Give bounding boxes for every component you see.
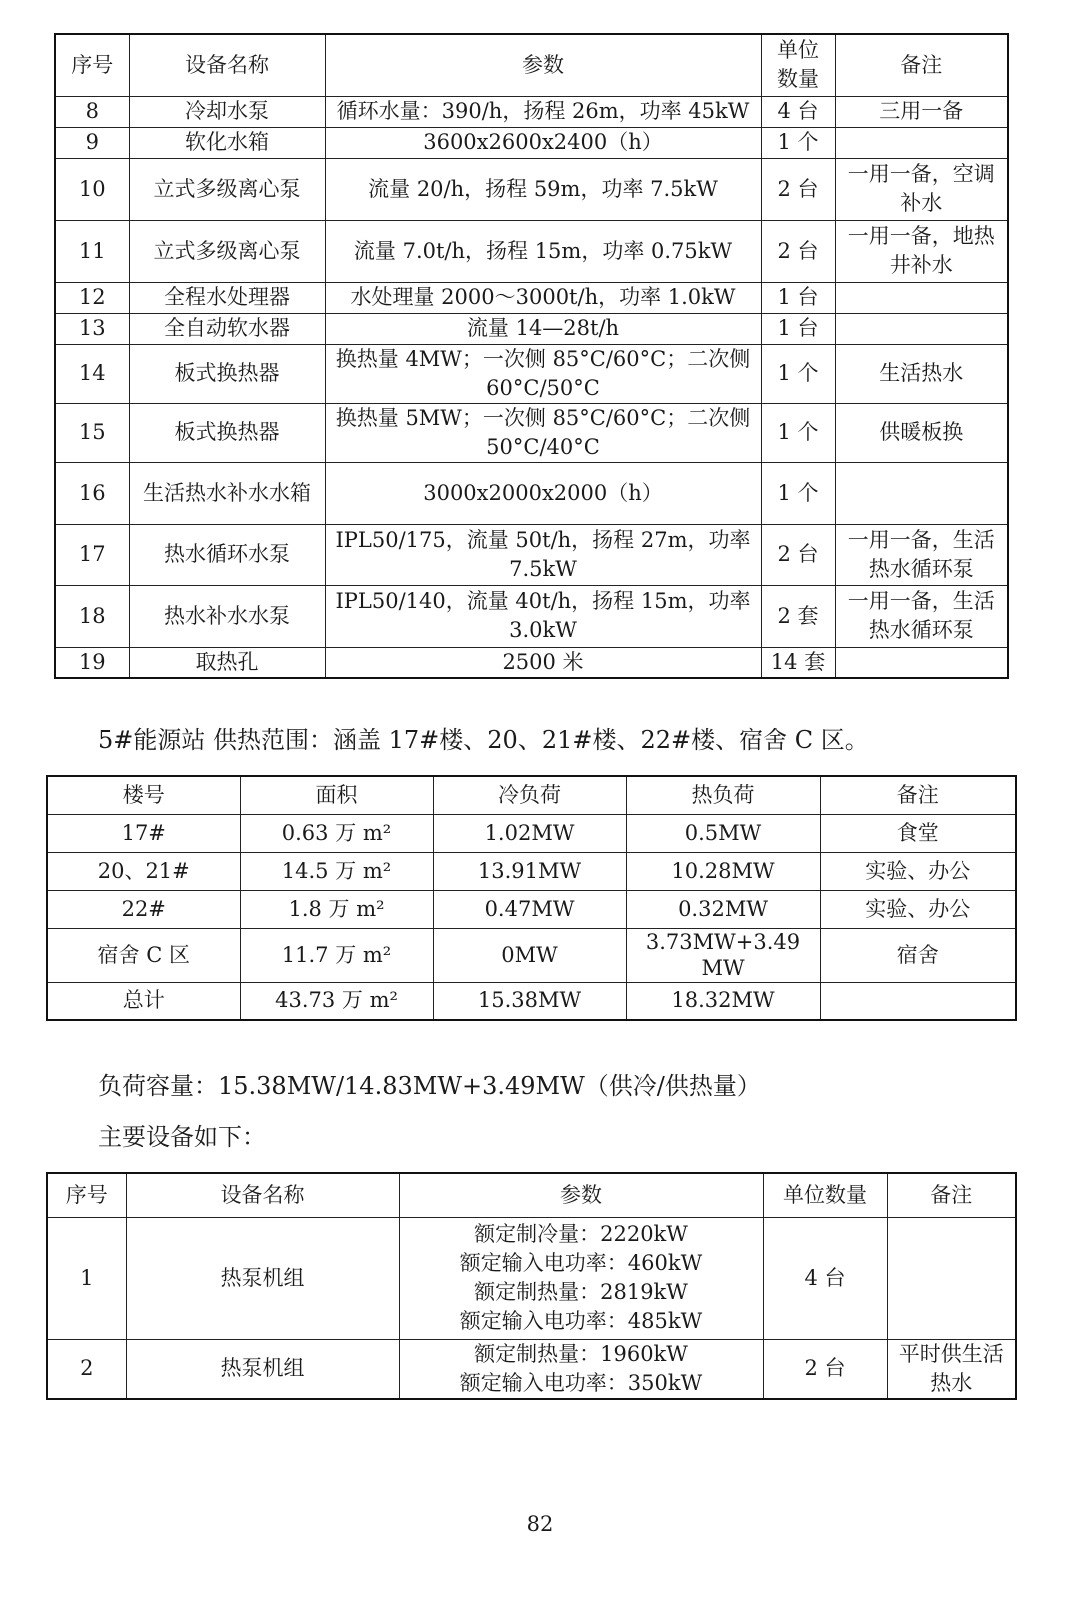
header-cell: 序号 — [47, 1173, 126, 1217]
cell-param: 水处理量 2000～3000t/h，功率 1.0kW — [325, 282, 761, 313]
table-row — [55, 585, 1008, 647]
table-row — [47, 1217, 1016, 1339]
cell-note: 一用一备，生活热水循环泵 — [835, 524, 1008, 585]
cell-no: 12 — [55, 282, 129, 313]
header-cell: 面积 — [240, 776, 433, 814]
cell-note: 实验、办公 — [820, 852, 1016, 890]
table-row — [55, 220, 1008, 282]
cell-no: 19 — [55, 647, 129, 678]
header-cell: 热负荷 — [626, 776, 820, 814]
cell-note: 供暖板换 — [835, 403, 1008, 462]
cell-note: 食堂 — [820, 814, 1016, 852]
header-cell: 参数 — [399, 1173, 763, 1217]
cell-no: 13 — [55, 313, 129, 344]
cell-params — [399, 1339, 763, 1399]
cell-heat-load: 10.28MW — [626, 852, 820, 890]
cell-note: 生活热水 — [835, 344, 1008, 403]
cell-qty: 1 个 — [761, 127, 835, 158]
param-line: 额定制冷量：2220kW — [474, 1222, 688, 1246]
cell-note: 平时供生活热水 — [887, 1339, 1016, 1399]
cell-note: 一用一备，空调补水 — [835, 158, 1008, 220]
cell-qty: 1 台 — [761, 313, 835, 344]
cell-no: 8 — [55, 96, 129, 127]
table-row — [55, 462, 1008, 524]
cell-building: 17# — [47, 814, 240, 852]
cell-area: 43.73 万 m² — [240, 982, 433, 1020]
cell-building: 总计 — [47, 982, 240, 1020]
cell-name: 板式换热器 — [129, 344, 325, 403]
cell-no: 18 — [55, 585, 129, 647]
table-header-row — [55, 34, 1008, 96]
table-row — [47, 1339, 1016, 1399]
cell-no: 2 — [47, 1339, 126, 1399]
cell-heat-load: 0.5MW — [626, 814, 820, 852]
cell-name: 热泵机组 — [126, 1339, 399, 1399]
param-line: 额定制热量：1960kW — [474, 1341, 688, 1366]
cell-area: 14.5 万 m² — [240, 852, 433, 890]
cell-no: 15 — [55, 403, 129, 462]
cell-note — [835, 282, 1008, 313]
cell-param: 流量 14—28t/h — [325, 313, 761, 344]
page-number: 82 — [526, 1512, 554, 1536]
cell-name: 软化水箱 — [129, 127, 325, 158]
cell-note: 一用一备，地热井补水 — [835, 220, 1008, 282]
cell-qty: 2 台 — [761, 524, 835, 585]
cell-qty: 4 台 — [763, 1217, 887, 1339]
table-row — [55, 313, 1008, 344]
cell-param: 3600x2600x2400（h） — [325, 127, 761, 158]
cell-note: 三用一备 — [835, 96, 1008, 127]
heating-scope-paragraph: 5#能源站 供热范围：涵盖 17#楼、20、21#楼、22#楼、宿舍 C 区。 — [98, 726, 869, 754]
cell-no: 9 — [55, 127, 129, 158]
cell-no: 14 — [55, 344, 129, 403]
param-line: 额定输入电功率：485kW — [459, 1309, 703, 1333]
cell-name: 全程水处理器 — [129, 282, 325, 313]
cell-no: 17 — [55, 524, 129, 585]
table-row — [55, 96, 1008, 127]
cell-param: 流量 20/h，扬程 59m，功率 7.5kW — [325, 158, 761, 220]
table-row — [55, 127, 1008, 158]
table-header-row — [47, 1173, 1016, 1217]
table-row — [47, 814, 1016, 852]
table-row — [55, 282, 1008, 313]
cell-building: 20、21# — [47, 852, 240, 890]
main-equipment-table — [46, 1172, 1017, 1400]
cell-param: 换热量 5MW；一次侧 85°C/60°C；二次侧 50°C/40°C — [325, 403, 761, 462]
cell-note: 实验、办公 — [820, 890, 1016, 928]
table-header-row — [47, 776, 1016, 814]
cell-no: 11 — [55, 220, 129, 282]
header-cell: 单位数量 — [763, 1173, 887, 1217]
cell-area: 1.8 万 m² — [240, 890, 433, 928]
cell-name: 热水补水水泵 — [129, 585, 325, 647]
header-cell: 冷负荷 — [433, 776, 626, 814]
cell-name: 生活热水补水水箱 — [129, 462, 325, 524]
header-cell: 设备名称 — [126, 1173, 399, 1217]
table-row — [47, 852, 1016, 890]
cell-name: 热水循环水泵 — [129, 524, 325, 585]
table-row — [47, 890, 1016, 928]
cell-param: IPL50/140，流量 40t/h，扬程 15m，功率 3.0kW — [325, 585, 761, 647]
cell-cool-load: 1.02MW — [433, 814, 626, 852]
cell-note — [887, 1217, 1016, 1339]
header-cell: 序号 — [55, 34, 129, 96]
header-cell: 备注 — [835, 34, 1008, 96]
cell-name: 取热孔 — [129, 647, 325, 678]
cell-param: 3000x2000x2000（h） — [325, 462, 761, 524]
cell-name: 冷却水泵 — [129, 96, 325, 127]
cell-heat-load: 0.32MW — [626, 890, 820, 928]
cell-building: 宿舍 C 区 — [47, 928, 240, 982]
cell-cool-load: 0MW — [433, 928, 626, 982]
param-line: 额定输入电功率：350kW — [459, 1370, 703, 1395]
table-row — [47, 928, 1016, 982]
cell-no: 10 — [55, 158, 129, 220]
cell-no: 1 — [47, 1217, 126, 1339]
cell-name: 立式多级离心泵 — [129, 220, 325, 282]
cell-qty: 1 个 — [761, 403, 835, 462]
table-row — [55, 524, 1008, 585]
table-row — [55, 158, 1008, 220]
cell-area: 11.7 万 m² — [240, 928, 433, 982]
cell-param: 流量 7.0t/h，扬程 15m，功率 0.75kW — [325, 220, 761, 282]
cell-heat-load: 18.32MW — [626, 982, 820, 1020]
cell-param: 循环水量：390/h，扬程 26m，功率 45kW — [325, 96, 761, 127]
cell-name: 立式多级离心泵 — [129, 158, 325, 220]
cell-qty: 1 个 — [761, 344, 835, 403]
cell-name: 全自动软水器 — [129, 313, 325, 344]
cell-cool-load: 0.47MW — [433, 890, 626, 928]
table-row — [55, 403, 1008, 462]
header-cell: 楼号 — [47, 776, 240, 814]
cell-note — [835, 313, 1008, 344]
cell-cool-load: 15.38MW — [433, 982, 626, 1020]
cell-area: 0.63 万 m² — [240, 814, 433, 852]
header-cell: 设备名称 — [129, 34, 325, 96]
building-load-table — [46, 775, 1017, 1021]
cell-note: 宿舍 — [820, 928, 1016, 982]
cell-qty: 1 台 — [761, 282, 835, 313]
table-row — [47, 982, 1016, 1020]
cell-param: 2500 米 — [325, 647, 761, 678]
cell-qty: 2 套 — [761, 585, 835, 647]
header-cell: 参数 — [325, 34, 761, 96]
cell-qty: 1 个 — [761, 462, 835, 524]
cell-no: 16 — [55, 462, 129, 524]
cell-building: 22# — [47, 890, 240, 928]
cell-qty: 4 台 — [761, 96, 835, 127]
cell-note — [835, 127, 1008, 158]
cell-cool-load: 13.91MW — [433, 852, 626, 890]
cell-heat-load: 3.73MW+3.49 MW — [626, 928, 820, 982]
equipment-table-continued — [54, 33, 1009, 679]
header-cell: 备注 — [887, 1173, 1016, 1217]
header-cell: 备注 — [820, 776, 1016, 814]
cell-qty: 2 台 — [761, 220, 835, 282]
cell-note: 一用一备，生活热水循环泵 — [835, 585, 1008, 647]
cell-note — [835, 462, 1008, 524]
table-row — [55, 344, 1008, 403]
cell-note — [835, 647, 1008, 678]
cell-name: 板式换热器 — [129, 403, 325, 462]
cell-note — [820, 982, 1016, 1020]
cell-qty: 14 套 — [761, 647, 835, 678]
table-row — [55, 647, 1008, 678]
load-capacity-paragraph: 负荷容量：15.38MW/14.83MW+3.49MW（供冷/供热量） — [98, 1072, 761, 1100]
cell-params — [399, 1217, 763, 1339]
cell-qty: 2 台 — [761, 158, 835, 220]
cell-param: 换热量 4MW；一次侧 85°C/60°C；二次侧 60°C/50°C — [325, 344, 761, 403]
header-cell: 单位数量 — [761, 34, 835, 96]
cell-name: 热泵机组 — [126, 1217, 399, 1339]
equipment-intro-paragraph: 主要设备如下： — [98, 1123, 266, 1151]
param-line: 额定输入电功率：460kW — [459, 1251, 703, 1275]
cell-param: IPL50/175，流量 50t/h，扬程 27m，功率 7.5kW — [325, 524, 761, 585]
param-line: 额定制热量：2819kW — [474, 1280, 688, 1304]
cell-qty: 2 台 — [763, 1339, 887, 1399]
